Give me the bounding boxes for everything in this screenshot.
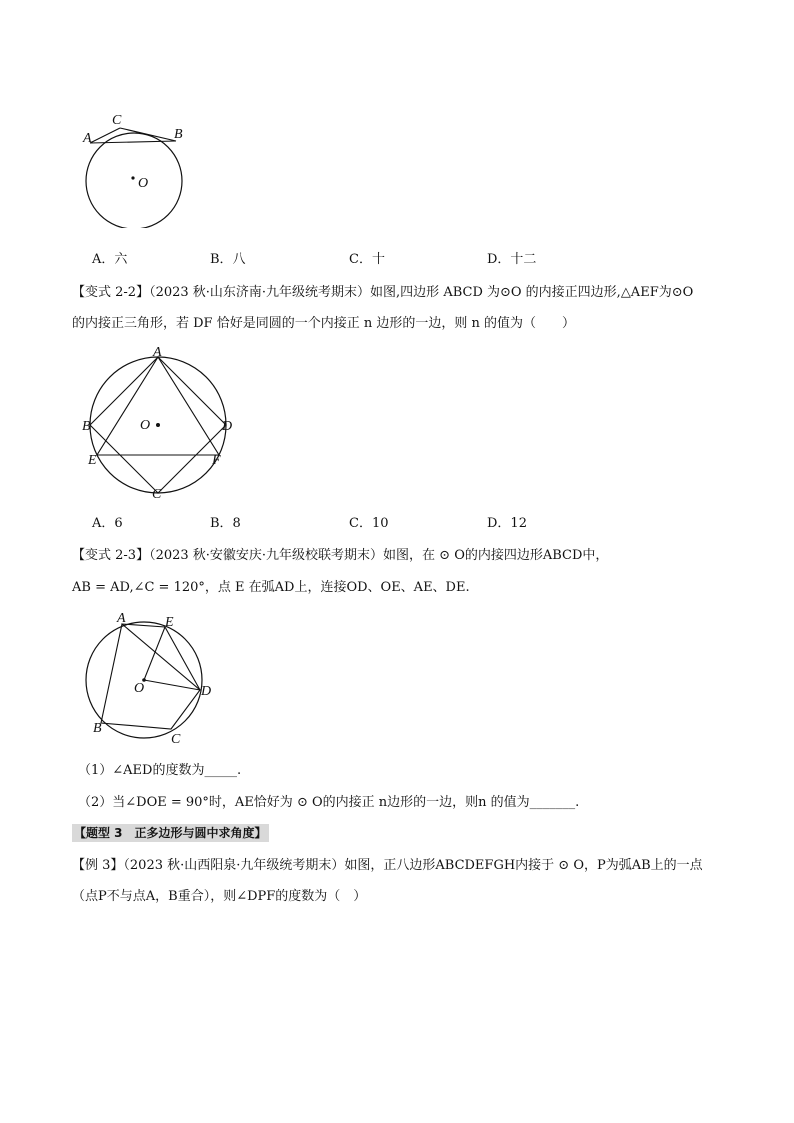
- q22-text-line1: 【变式 2-2】（2023 秋·山东济南·九年级统考期末）如图,四边形 ABCD 为⊙O 的内接正四边形,△AEF为⊙O: [72, 285, 694, 300]
- label-c: C: [152, 487, 162, 502]
- label-e: E: [88, 453, 97, 468]
- label-d: D: [201, 684, 212, 699]
- label-b: B: [93, 721, 102, 736]
- q1-option-c: C．十: [349, 252, 385, 267]
- q22-option-d: D．12: [487, 516, 527, 531]
- figure-square-triangle: [82, 345, 242, 505]
- label-b: B: [82, 419, 91, 434]
- segment-oe: [144, 627, 165, 680]
- label-c: C: [112, 113, 122, 128]
- section-header-type3: 【题型 3 正多边形与圆中求角度】: [74, 826, 267, 840]
- q22-option-a: A．6: [92, 516, 123, 531]
- q23-text-line1: 【变式 2-3】（2023 秋·安徽安庆·九年级校联考期末）如图，在 ⊙ O的内接四边形ABCD中，: [72, 548, 609, 563]
- label-c: C: [171, 732, 181, 747]
- q1-option-b: B．八: [210, 252, 246, 267]
- q23-sub1: （1）∠AED的度数为_____.: [78, 763, 242, 778]
- circle: [86, 133, 182, 228]
- label-f: F: [212, 453, 221, 468]
- ex3-text-line2: （点P不与点A，B重合），则∠DPF的度数为（ ）: [72, 889, 367, 904]
- q23-sub2: （2）当∠DOE = 90°时，AE恰好为 ⊙ O的内接正 n边形的一边，则n 的值为_______.: [78, 795, 580, 810]
- q22-option-c: C．10: [349, 516, 389, 531]
- label-a: A: [117, 611, 126, 626]
- q23-text-line2: AB = AD,∠C = 120°，点 E 在弧AD上，连接OD、OE、AE、DE.: [72, 580, 470, 595]
- q22-option-b: B．8: [210, 516, 241, 531]
- label-e: E: [165, 615, 174, 630]
- center-dot: [131, 176, 134, 179]
- label-o: O: [134, 681, 145, 696]
- label-a: A: [153, 345, 162, 360]
- label-o: O: [138, 176, 149, 191]
- q1-option-a: A．六: [92, 252, 128, 267]
- label-b: B: [174, 127, 183, 142]
- q22-text-line2: 的内接正三角形，若 DF 恰好是同圆的一个内接正 n 边形的一边，则 n 的值为（ ）: [72, 316, 575, 331]
- segment-od: [144, 680, 200, 690]
- figure-circle-chord: [78, 108, 198, 228]
- q1-option-d: D．十二: [487, 252, 537, 267]
- chord-cb: [120, 128, 176, 141]
- label-o: O: [140, 418, 151, 433]
- label-a: A: [83, 131, 92, 146]
- chord-ac: [90, 128, 120, 143]
- center-dot: [156, 423, 160, 427]
- figure-cyclic-quadrilateral: [82, 610, 222, 750]
- label-d: D: [222, 419, 233, 434]
- ex3-text-line1: 【例 3】（2023 秋·山西阳泉·九年级统考期末）如图，正八边形ABCDEFGH内接于 ⊙ O，P为弧AB上的一点: [72, 858, 703, 873]
